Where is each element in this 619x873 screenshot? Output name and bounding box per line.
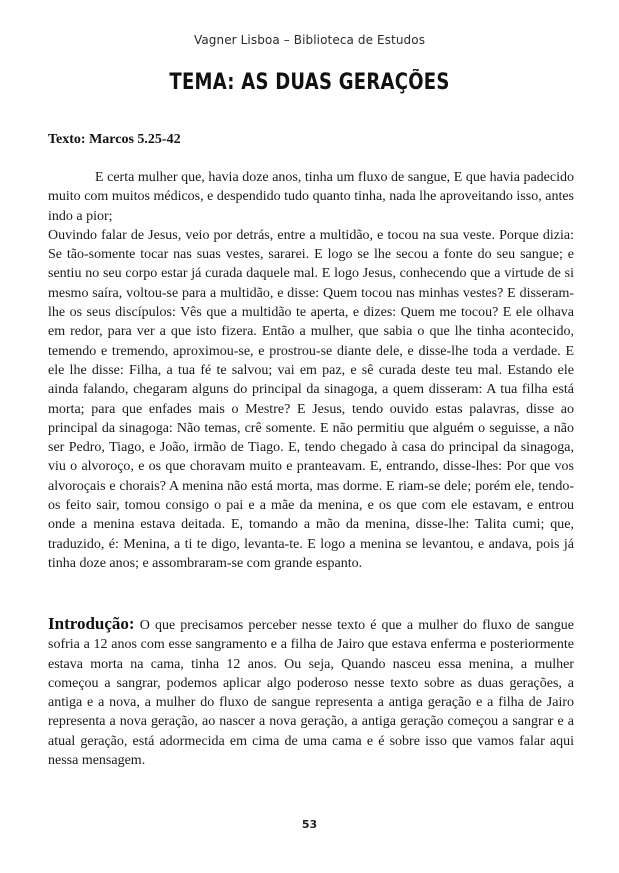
page-number: 53 xyxy=(301,818,318,831)
scripture-reference: Texto: Marcos 5.25-42 xyxy=(48,132,181,147)
introduction-paragraph xyxy=(48,614,574,770)
scripture-passage xyxy=(48,168,574,573)
passage-paragraph-2: Ouvindo falar de Jesus, veio por detrás, entre a multidão, e tocou na sua veste. Porque dizia: Se tão-somente tocar nas suas vestes, sararei. E logo se lhe secou a fonte do seu sangue; e sentiu no seu corpo estar já curada daquele mal. E logo Jesus, conhecendo que a virtude de si mesmo saíra, voltou-se para a multidão, e disse: Quem tocou nas minhas vestes? E disseram-lhe os seus discípulos: Vês que a multidão te aperta, e dizes: Quem me tocou? E ele olhava em redor, para ver a que isto fizera. Então a mulher, que sabia o que lhe tinha acontecido, temendo e tremendo, aproximou-se, e prostrou-se diante dele, e disse-lhe toda a verdade. E ele lhe disse: Filha, a tua fé te salvou; vai em paz, e sê curada deste teu mal. Estando ele ainda falando, chegaram alguns do principal da sinagoga, a quem disseram: A tua filha está morta; para que enfades mais o Mestre? E Jesus, tendo ouvido estas palavras, disse ao principal da sinagoga: Não temas, crê somente. E não permitiu que alguém o seguisse, a não ser Pedro, Tiago, e João, irmão de Tiago. E, tendo chegado à casa do principal da sinagoga, viu o alvoroço, e os que choravam muito e pranteavam. E, entrando, disse-lhes: Por que vos alvoroçais e chorais? A menina não está morta, mas dorme. E riam-se dele; porém ele, tendo-os feito sair, tomou consigo o pai e a mãe da menina, e os que com ele estavam, e entrou onde a menina estava deitada. E, tomando a mão da menina, disse-lhe: Talita cumi; que, traduzido, é: Menina, a ti te digo, levanta-te. E logo a menina se levantou, e andava, pois já tinha doze anos; e assombraram-se com grande espanto. xyxy=(48,227,574,571)
running-header: Vagner Lisboa – Biblioteca de Estudos xyxy=(193,33,426,47)
introduction-label: Introdução: xyxy=(48,614,135,633)
page-title: TEMA: AS DUAS GERAÇÕES xyxy=(169,70,450,95)
passage-paragraph-1: E certa mulher que, havia doze anos, tinha um fluxo de sangue, E que havia padecido muito com muitos médicos, e despendido tudo quanto tinha, nada lhe aproveitando isso, antes indo a pior; xyxy=(48,170,574,224)
introduction-body: O que precisamos perceber nesse texto é que a mulher do fluxo de sangue sofria a 12 anos com esse sangramento e a filha de Jairo que estava enferma e posteriormente estava morta na cama, tinha 12 anos. Ou seja, Quando nasceu essa menina, a mulher começou a sangrar, podemos aplicar algo poderoso nesse texto sobre as duas gerações, a antiga e a nova, a mulher do fluxo de sangue representa a antiga geração e a filha de Jairo representa a nova geração, ao nascer a nova geração, a antiga geração começou a sangrar e a atual geração, está adormecida em cima de uma cama e é sobre isso que vamos falar aqui nessa mensagem. xyxy=(48,618,574,769)
